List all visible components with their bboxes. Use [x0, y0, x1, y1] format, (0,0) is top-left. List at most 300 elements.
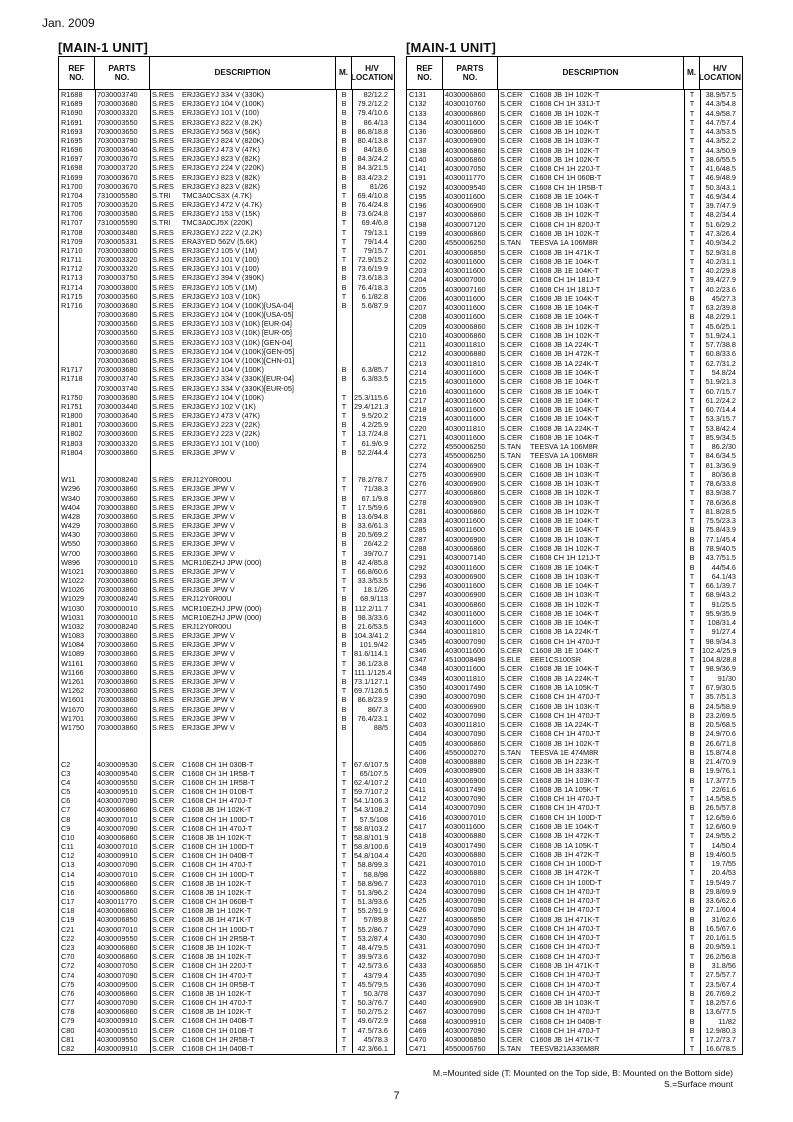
cell-parts: 4030011770 — [97, 897, 138, 907]
cell-ref: W1026 — [61, 585, 85, 595]
cell-type: S.CER — [500, 618, 523, 628]
cell-parts: 4030007090 — [445, 988, 486, 998]
cell-parts: 7030003860 — [97, 447, 138, 457]
cell-loc: 48.2/34.4 — [705, 210, 736, 220]
cell-ref: W1084 — [61, 640, 85, 650]
cell-m: T — [689, 395, 695, 405]
cell-description — [150, 695, 336, 704]
cell-type: S.CER — [500, 553, 523, 563]
table-row — [59, 136, 394, 145]
cell-ref: C427 — [409, 914, 427, 924]
cell-parts: 7310005580 — [97, 190, 138, 200]
cell-spec: C1608 JB 1A 105K-T — [530, 784, 599, 794]
cell-m: T — [689, 683, 695, 692]
cell-ref: W429 — [61, 521, 81, 531]
cell-loc: 26.2/56.8 — [705, 951, 736, 961]
table-row — [407, 164, 742, 173]
cell-parts — [95, 750, 150, 759]
table-row — [407, 590, 742, 599]
cell-spec: ERJ3GEYJ 104 V (100K)[USA-04] — [182, 300, 294, 310]
cell-m: T — [689, 321, 695, 331]
cell-type: S.TRI — [152, 190, 171, 200]
cell-loc: 39/70.7 — [363, 548, 388, 558]
cell-ref: R1800 — [61, 411, 83, 421]
table-row — [59, 989, 394, 998]
cell-description — [150, 127, 336, 136]
cell-parts: 4030006900 — [445, 201, 486, 211]
cell-m: T — [689, 367, 695, 377]
cell-m: T — [689, 581, 695, 591]
cell-spec: C1608 JB 1A 105K-T — [530, 840, 599, 850]
cell-loc: 91/27.4 — [711, 627, 736, 637]
cell-loc: 17.3/77.5 — [705, 775, 736, 785]
cell-ref: C281 — [409, 506, 427, 516]
cell-parts: 4030007090 — [445, 905, 486, 915]
table-row — [59, 393, 394, 402]
cell-type: S.RES — [152, 264, 174, 274]
cell-parts: 7030003520 — [97, 200, 138, 210]
cell-type: S.CER — [500, 164, 523, 174]
cell-ref: R1802 — [61, 429, 83, 439]
cell-ref: R1708 — [61, 227, 83, 237]
cell-parts: 4030006860 — [445, 321, 486, 331]
cell-parts: 4550006760 — [445, 1044, 486, 1054]
cell-type: S.CER — [500, 590, 523, 600]
cell-spec: C1608 CH 1H 100D-T — [182, 869, 254, 879]
cell-ref: C200 — [409, 238, 427, 248]
cell-description — [150, 915, 336, 924]
cell-spec: C1608 CH 1H 040B-T — [182, 1043, 254, 1053]
cell-ref: C214 — [409, 367, 427, 377]
cell-spec: C1608 JB 1E 104K-T — [530, 117, 599, 127]
cell-loc: 14/50.4 — [711, 840, 736, 850]
cell-loc: 24.9/70.6 — [705, 729, 736, 739]
cell-ref: C346 — [409, 645, 427, 655]
cell-m: T — [341, 842, 347, 852]
table-row — [407, 572, 742, 581]
cell-ref: C349 — [409, 673, 427, 683]
cell-description — [498, 303, 684, 312]
cell-m: T — [689, 673, 695, 683]
cell-m: B — [689, 905, 695, 915]
cell-description — [150, 200, 336, 209]
cell-spec: C1608 JB 1A 224K-T — [530, 423, 599, 433]
cell-m: T — [341, 255, 347, 265]
cell-loc: 71/38.3 — [363, 484, 388, 494]
cell-loc: 17.5/59.6 — [357, 502, 388, 512]
cell-loc: 86.2/30 — [711, 442, 736, 452]
cell-description — [150, 833, 336, 842]
cell-type: S.RES — [152, 484, 174, 494]
cell-type: S.RES — [152, 355, 174, 365]
table-row — [59, 439, 394, 448]
cell-type: S.RES — [152, 172, 174, 182]
table-row — [59, 218, 394, 227]
cell-type: S.CER — [500, 859, 523, 869]
table-row — [59, 301, 394, 310]
cell-parts: 4030006860 — [445, 506, 486, 516]
cell-parts: 7030003860 — [97, 484, 138, 494]
cell-ref: R1712 — [61, 264, 83, 274]
cell-description — [498, 192, 684, 201]
cell-description — [498, 359, 684, 368]
table-row — [59, 769, 394, 778]
cell-ref: C212 — [409, 349, 427, 359]
cell-spec: C1608 JB 1E 104K-T — [530, 312, 599, 322]
cell-parts: 7030003740 — [97, 383, 138, 393]
cell-type: S.CER — [500, 914, 523, 924]
table-row — [59, 594, 394, 603]
table-row — [407, 748, 742, 757]
cell-loc: 43/79.4 — [363, 970, 388, 980]
cell-loc: 85.9/34.5 — [705, 432, 736, 442]
cell-ref: C275 — [409, 469, 427, 479]
cell-loc: 86.8/23.9 — [357, 695, 388, 705]
cell-loc: 12.6/59.6 — [705, 812, 736, 822]
cell-spec: C1608 JB 1E 104K-T — [530, 293, 599, 303]
cell-loc: 11/82 — [718, 1016, 736, 1026]
cell-loc: 61.2/24.2 — [705, 395, 736, 405]
cell-description — [498, 294, 684, 303]
cell-parts: 7030003600 — [97, 429, 138, 439]
table-row — [59, 99, 394, 108]
cell-type: S.TAN — [500, 451, 521, 461]
cell-m: T — [689, 173, 695, 183]
cell-type: S.CER — [500, 784, 523, 794]
table-row — [407, 257, 742, 266]
cell-description — [150, 420, 336, 429]
cell-parts: 4030007090 — [445, 636, 486, 646]
cell-description — [150, 860, 336, 869]
cell-type: S.CER — [500, 896, 523, 906]
document-date: Jan. 2009 — [42, 16, 95, 30]
cell-description — [150, 154, 336, 163]
cell-spec: ERJ3GEYJ 103 V (10K) — [182, 291, 260, 301]
table-row — [59, 338, 394, 347]
cell-spec: C1608 JB 1A 224K-T — [530, 673, 599, 683]
cell-description — [498, 433, 684, 442]
cell-parts: 4030011810 — [445, 673, 486, 683]
cell-ref: C411 — [409, 784, 426, 794]
cell-parts: 4030007140 — [445, 553, 486, 563]
cell-description — [498, 785, 684, 794]
cell-m: B — [689, 757, 695, 767]
cell-m: T — [341, 667, 347, 677]
cell-type: S.CER — [152, 842, 175, 852]
cell-description — [150, 778, 336, 787]
cell-ref: C195 — [409, 191, 427, 201]
cell-description — [498, 99, 684, 108]
cell-parts: 4030011600 — [445, 562, 486, 572]
cell-description — [150, 246, 336, 255]
cell-parts: 7030003560 — [97, 319, 138, 329]
cell-spec: ERA3YED 562V (5.6K) — [182, 236, 258, 246]
header-ref: REF NO. — [59, 57, 95, 89]
cell-m: T — [341, 484, 347, 494]
cell-ref: R1714 — [61, 282, 83, 292]
cell-parts: 7030003440 — [97, 401, 138, 411]
cell-description — [150, 989, 336, 998]
cell-description — [150, 971, 336, 980]
cell-parts: 4030007090 — [445, 1025, 486, 1035]
cell-loc: 88/5 — [373, 722, 388, 732]
cell-ref: R1751 — [61, 401, 83, 411]
table-row — [59, 833, 394, 842]
table-row — [59, 200, 394, 209]
cell-m: T — [341, 1043, 347, 1053]
table-row — [407, 1026, 742, 1035]
cell-ref: R1691 — [61, 117, 83, 127]
cell-loc: 42.4/85.8 — [357, 557, 388, 567]
cell-spec: ERJ3GE JPW V — [182, 667, 235, 677]
cell-m: T — [341, 796, 347, 806]
cell-m: B — [689, 1025, 695, 1035]
table-row — [407, 850, 742, 859]
cell-type: S.RES — [152, 236, 174, 246]
cell-m: B — [341, 117, 347, 127]
cell-type: S.CER — [152, 1043, 175, 1053]
cell-description — [150, 439, 336, 448]
cell-ref: C419 — [409, 840, 427, 850]
cell-loc: 73.6/24.8 — [357, 209, 388, 219]
cell-m: T — [341, 887, 347, 897]
cell-spec: ERJ3GEYJ 104 V (100K)[USA-05] — [182, 310, 294, 320]
cell-loc: 33.3/53.5 — [357, 576, 388, 586]
table-row — [59, 705, 394, 714]
cell-ref: W430 — [61, 530, 81, 540]
cell-parts: 4030006860 — [97, 805, 138, 815]
cell-type: S.CER — [500, 923, 523, 933]
cell-type: S.RES — [152, 722, 174, 732]
cell-description — [498, 813, 684, 822]
cell-m: T — [689, 1044, 695, 1054]
cell-description — [150, 952, 336, 961]
cell-spec: C1608 JB 1H 472K-T — [530, 349, 600, 359]
cell-spec: C1608 JB 1E 104K-T — [530, 191, 599, 201]
cell-m: B — [689, 1016, 695, 1026]
cell-description — [498, 109, 684, 118]
cell-ref: C423 — [409, 877, 427, 887]
cell-loc: 53.8/42.4 — [705, 423, 736, 433]
cell-loc: 19.9/76.1 — [705, 766, 736, 776]
cell-type: S.RES — [152, 135, 174, 145]
cell-parts: 4030011600 — [445, 432, 486, 442]
table-row — [407, 266, 742, 275]
cell-ref: C141 — [409, 164, 427, 174]
cell-description — [498, 368, 684, 377]
cell-parts: 4030011600 — [445, 303, 486, 313]
cell-m: B — [689, 849, 695, 859]
cell-m: T — [689, 590, 695, 600]
cell-m: T — [689, 627, 695, 637]
cell-spec: C1608 JB 1H 103K-T — [530, 201, 600, 211]
table-row — [407, 980, 742, 989]
cell-ref: W1029 — [61, 594, 85, 604]
cell-ref: R1803 — [61, 438, 83, 448]
cell-type: S.CER — [152, 988, 175, 998]
cell-parts: 7030000010 — [97, 557, 138, 567]
cell-spec: C1608 CH 1H 470J-T — [530, 923, 601, 933]
cell-spec: C1608 JB 1H 103K-T — [530, 998, 600, 1008]
table-row — [59, 530, 394, 539]
cell-type: S.CER — [500, 812, 523, 822]
cell-ref: C273 — [409, 451, 427, 461]
cell-description — [498, 803, 684, 812]
cell-parts: 4030011810 — [445, 423, 486, 433]
cell-spec: C1608 CH 1H 470J-T — [530, 951, 601, 961]
cell-description — [498, 887, 684, 896]
cell-type: S.RES — [152, 511, 174, 521]
cell-loc: 40.9/34.2 — [705, 238, 736, 248]
cell-m: T — [689, 414, 695, 424]
cell-description — [498, 488, 684, 497]
table-row — [59, 521, 394, 530]
table-row — [59, 1035, 394, 1044]
cell-type: S.CER — [152, 759, 175, 769]
cell-loc: 73.1/127.1 — [354, 677, 389, 686]
cell-type: S.CER — [500, 738, 523, 748]
cell-description — [150, 879, 336, 888]
cell-description — [498, 507, 684, 516]
cell-loc: 60.8/33.6 — [705, 349, 736, 359]
cell-type: S.CER — [500, 821, 523, 831]
cell-spec: C1608 JB 1A 105K-T — [530, 683, 599, 692]
cell-parts — [95, 732, 150, 741]
cell-ref: W1030 — [61, 603, 85, 613]
cell-spec: C1608 JB 1H 103K-T — [530, 136, 600, 146]
cell-spec: C1608 CH 1H 470J-T — [530, 886, 601, 896]
cell-spec: C1608 JB 1H 333K-T — [530, 766, 600, 776]
cell-type: S.CER — [500, 933, 523, 943]
cell-spec: ERJ3GE JPW V — [182, 539, 235, 549]
cell-ref: C77 — [61, 998, 75, 1008]
cell-type: S.CER — [152, 979, 175, 989]
cell-spec: C1608 JB 1A 224K-T — [530, 627, 599, 637]
cell-m: T — [689, 933, 695, 943]
cell-loc: 36.1/23.8 — [357, 658, 388, 668]
cell-ref: W1701 — [61, 713, 85, 723]
cell-description — [150, 145, 336, 154]
table-row — [59, 310, 394, 319]
cell-ref: C408 — [409, 757, 427, 767]
cell-type: S.CER — [152, 1025, 175, 1035]
cell-type: S.CER — [500, 340, 523, 350]
cell-spec: MCR10EZHJ JPW (000) — [182, 612, 262, 622]
cell-description — [150, 328, 336, 337]
left-table-header — [59, 57, 394, 90]
cell-description — [150, 173, 336, 182]
cell-parts: 7030003860 — [97, 695, 138, 705]
cell-m: B — [341, 126, 347, 136]
table-row — [407, 414, 742, 423]
cell-ref: C390 — [409, 692, 427, 702]
cell-description — [498, 609, 684, 618]
cell-spec: ERJ3GEYJ 394 V (390K) — [182, 273, 264, 283]
cell-parts: 7030003480 — [97, 227, 138, 237]
cell-parts: 4030006860 — [445, 210, 486, 220]
cell-description — [498, 155, 684, 164]
cell-type: S.RES — [152, 365, 174, 375]
cell-ref: R1713 — [61, 273, 83, 283]
cell-description — [150, 558, 336, 567]
cell-loc: 86.8/18.8 — [357, 126, 388, 136]
cell-description — [498, 183, 684, 192]
cell-loc: 58.8/100.6 — [354, 842, 389, 852]
cell-m: T — [689, 330, 695, 340]
cell-ref: C271 — [409, 432, 427, 442]
cell-type: S.CER — [500, 571, 523, 581]
cell-m: B — [341, 493, 347, 503]
cell-description — [150, 677, 336, 686]
cell-type: S.CER — [500, 766, 523, 776]
table-row — [59, 787, 394, 796]
header-loc: H/V LOCATION — [350, 63, 394, 82]
cell-type: S.CER — [500, 479, 523, 489]
cell-type: S.RES — [152, 548, 174, 558]
cell-loc: 62.7/31.2 — [705, 358, 736, 368]
cell-spec: C1608 CH 1H 470J-T — [530, 803, 601, 813]
cell-ref: C15 — [61, 878, 75, 888]
cell-ref: C70 — [61, 952, 75, 962]
cell-loc — [352, 466, 392, 475]
cell-description — [150, 273, 336, 282]
cell-description — [150, 347, 336, 356]
cell-ref: W1166 — [61, 667, 84, 677]
cell-parts: 7030003860 — [97, 640, 138, 650]
cell-ref: C134 — [409, 117, 427, 127]
cell-ref: C433 — [409, 960, 427, 970]
table-row — [59, 622, 394, 631]
cell-type: S.CER — [500, 127, 523, 137]
cell-type: S.CER — [500, 432, 523, 442]
cell-loc: 81/26 — [369, 181, 388, 191]
cell-description — [150, 980, 336, 989]
cell-loc: 25.3/115.6 — [354, 392, 388, 402]
cell-type: S.CER — [152, 1016, 175, 1026]
cell-ref: C18 — [61, 906, 75, 916]
cell-ref: C278 — [409, 497, 427, 507]
cell-spec: C1608 CH 1H 470J-T — [530, 979, 601, 989]
cell-m: T — [341, 291, 347, 301]
cell-type: S.CER — [500, 683, 523, 692]
cell-m — [336, 310, 352, 319]
cell-ref: C425 — [409, 896, 427, 906]
cell-loc: 4.2/25.9 — [361, 420, 388, 430]
cell-loc: 24.5/58.9 — [705, 701, 736, 711]
cell-type: S.CER — [500, 228, 523, 238]
table-row — [407, 303, 742, 312]
cell-parts: 4030009910 — [97, 1043, 138, 1053]
table-row — [59, 943, 394, 952]
cell-type: S.RES — [152, 621, 174, 631]
cell-type: S.CER — [500, 99, 523, 109]
cell-m: T — [341, 1007, 347, 1017]
cell-ref: C277 — [409, 488, 427, 498]
table-row — [407, 340, 742, 349]
cell-description — [498, 275, 684, 284]
cell-m: T — [341, 970, 347, 980]
table-row — [59, 723, 394, 732]
cell-type: S.CER — [500, 710, 523, 720]
cell-type: S.CER — [152, 869, 175, 879]
cell-type: S.CER — [500, 942, 523, 952]
cell-parts: 4030006860 — [97, 942, 138, 952]
cell-ref: C469 — [409, 1025, 427, 1035]
cell-m: T — [689, 664, 695, 674]
cell-spec: C1608 JB 1H 102K-T — [530, 145, 600, 155]
cell-description — [498, 766, 684, 775]
cell-parts: 7030003740 — [97, 374, 138, 384]
